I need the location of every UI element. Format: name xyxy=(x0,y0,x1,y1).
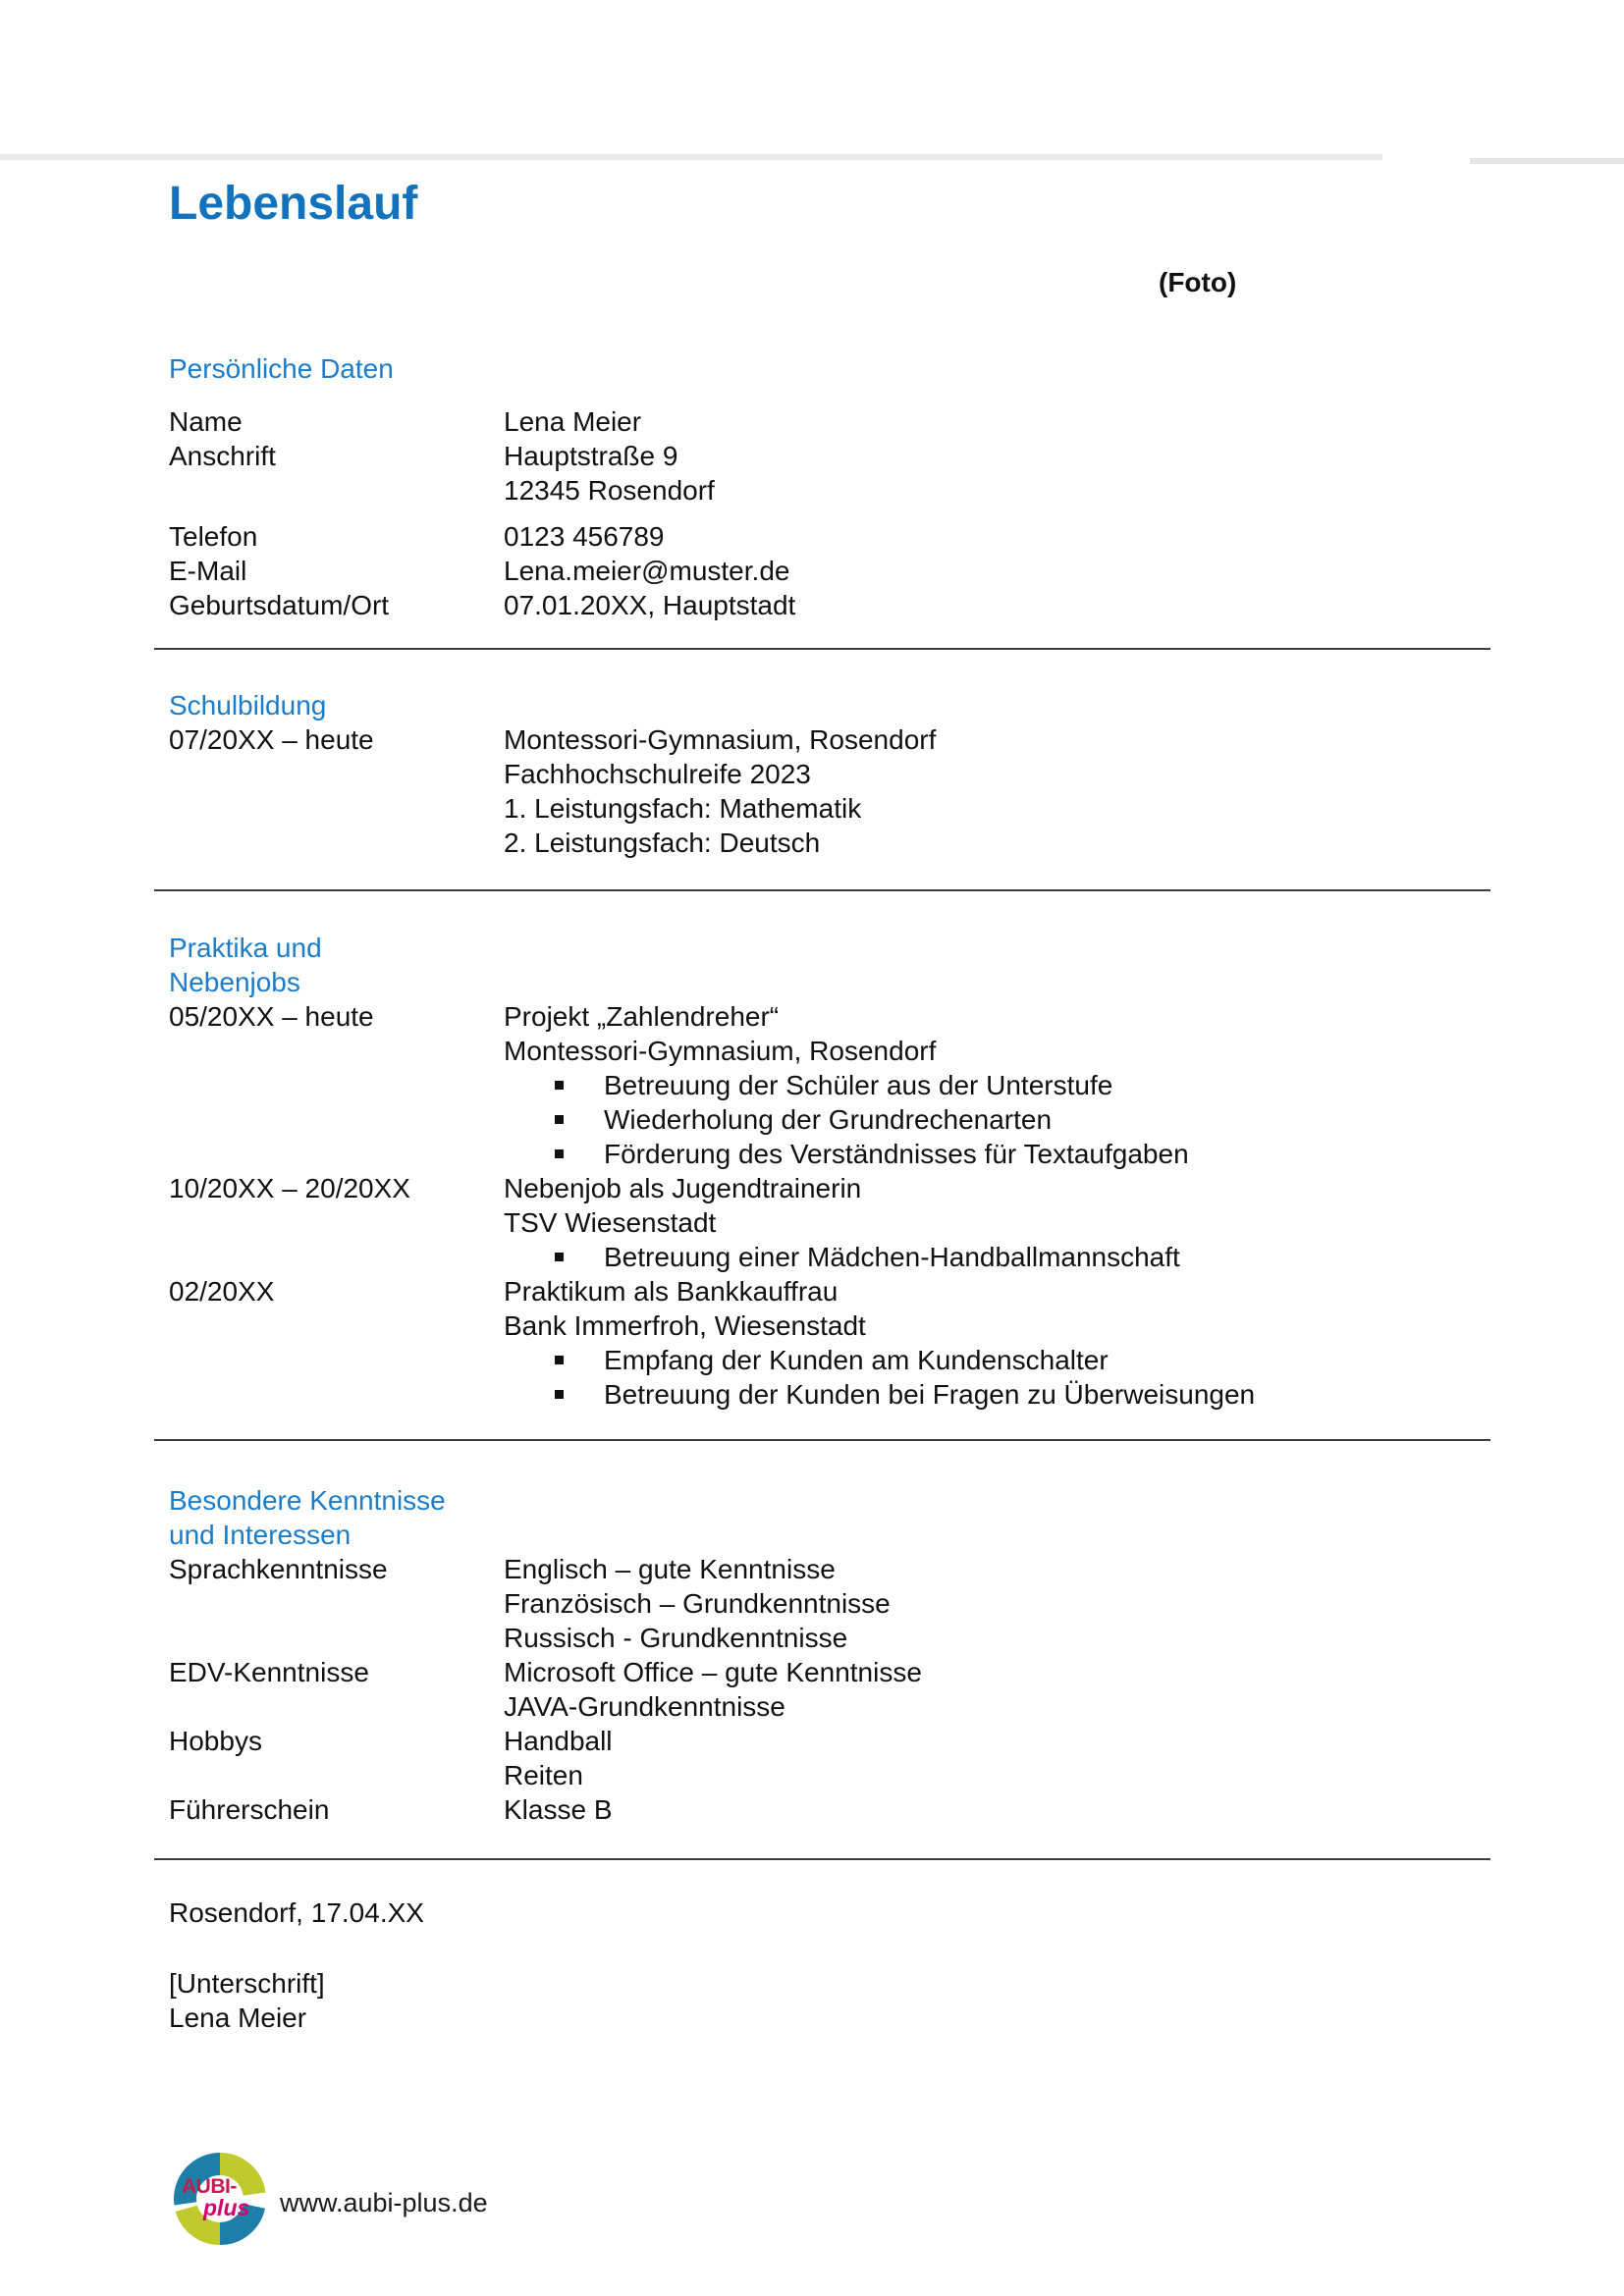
row-value-line: Montessori-Gymnasium, Rosendorf xyxy=(504,724,937,755)
bullet-item xyxy=(169,1377,1514,1412)
bullet-text: Empfang der Kunden am Kundenschalter xyxy=(604,1345,1109,1375)
personal-row-email xyxy=(169,554,1514,588)
row-value-line: Bank Immerfroh, Wiesenstadt xyxy=(504,1310,866,1341)
row-label: Telefon xyxy=(169,521,258,552)
place-date: Rosendorf, 17.04.XX xyxy=(169,1897,424,1928)
row-label: 05/20XX – heute xyxy=(169,1001,374,1032)
section-divider xyxy=(154,1439,1490,1441)
row-value-line: Russisch - Grundkenntnisse xyxy=(504,1623,848,1653)
bullet-item xyxy=(169,1240,1514,1274)
signature-name: Lena Meier xyxy=(169,2002,307,2033)
row-label: Anschrift xyxy=(169,441,276,471)
section-divider xyxy=(154,648,1490,650)
education-row xyxy=(169,722,1514,860)
row-value-line: Projekt „Zahlendreher“ xyxy=(504,1001,780,1032)
row-value-line: TSV Wiesenstadt xyxy=(504,1207,717,1238)
personal-row-birth xyxy=(169,588,1514,622)
row-label: Sprachkenntnisse xyxy=(169,1554,388,1584)
row-value-line: Lena.meier@muster.de xyxy=(504,556,790,586)
personal-row-address xyxy=(169,439,1514,507)
page-top-edge-right xyxy=(1470,158,1624,164)
skills-row-languages xyxy=(169,1552,1514,1655)
bullet-item xyxy=(169,1343,1514,1377)
website-url: www.aubi-plus.de xyxy=(280,2188,488,2217)
bullet-item xyxy=(169,1068,1514,1102)
page-top-edge-left xyxy=(0,154,1382,160)
row-value-line: 07.01.20XX, Hauptstadt xyxy=(504,590,796,620)
section-heading-personal: Persönliche Daten xyxy=(169,353,394,384)
row-label: Hobbys xyxy=(169,1726,262,1756)
row-value-line: Fachhochschulreife 2023 xyxy=(504,759,811,789)
personal-row-phone xyxy=(169,519,1514,554)
section-heading-experience-line2: Nebenjobs xyxy=(169,967,300,997)
experience-entry xyxy=(169,1171,1514,1240)
section-experience xyxy=(169,931,1514,1412)
signature-placeholder: [Unterschrift] xyxy=(169,1968,325,1999)
bullet-square-icon xyxy=(555,1253,564,1261)
row-value-line: 2. Leistungsfach: Deutsch xyxy=(504,828,821,858)
row-value-line: JAVA-Grundkenntnisse xyxy=(504,1691,785,1722)
bullet-text: Förderung des Verständnisses für Textaufgaben xyxy=(604,1139,1189,1169)
bullet-text: Wiederholung der Grundrechenarten xyxy=(604,1104,1053,1135)
logo-text-aubi: AUBI- xyxy=(182,2175,237,2198)
section-education xyxy=(169,688,1514,860)
row-value-line: Praktikum als Bankkauffrau xyxy=(504,1276,839,1307)
row-value-line: Französisch – Grundkenntnisse xyxy=(504,1588,891,1619)
place-date-line xyxy=(169,1896,1514,1930)
section-heading-skills-line1: Besondere Kenntnisse xyxy=(169,1485,446,1516)
row-label: E-Mail xyxy=(169,556,247,586)
skills-row-it xyxy=(169,1655,1514,1724)
bullet-square-icon xyxy=(555,1390,564,1399)
signature-block xyxy=(169,1966,1514,2035)
row-value-line: 12345 Rosendorf xyxy=(504,475,715,506)
experience-entry xyxy=(169,999,1514,1068)
skills-row-license xyxy=(169,1792,1514,1827)
bullet-item xyxy=(169,1137,1514,1171)
aubi-plus-logo xyxy=(173,2152,267,2246)
section-skills xyxy=(169,1483,1514,1827)
row-value-line: Nebenjob als Jugendtrainerin xyxy=(504,1173,862,1203)
row-value-line: 1. Leistungsfach: Mathematik xyxy=(504,793,862,824)
row-label: 10/20XX – 20/20XX xyxy=(169,1173,410,1203)
row-label: Führerschein xyxy=(169,1794,330,1825)
row-value-line: Handball xyxy=(504,1726,613,1756)
section-heading-education: Schulbildung xyxy=(169,690,327,721)
row-value-line: Reiten xyxy=(504,1760,583,1790)
bullet-square-icon xyxy=(555,1149,564,1158)
skills-row-hobbies xyxy=(169,1724,1514,1792)
section-divider xyxy=(154,1858,1490,1860)
photo-placeholder: (Foto) xyxy=(1159,267,1237,297)
row-value-line: Lena Meier xyxy=(504,406,642,437)
personal-row-name xyxy=(169,404,1514,439)
section-divider xyxy=(154,889,1490,891)
section-heading-experience-line1: Praktika und xyxy=(169,933,322,963)
bullet-square-icon xyxy=(555,1356,564,1364)
row-label: 07/20XX – heute xyxy=(169,724,374,755)
bullet-square-icon xyxy=(555,1081,564,1090)
bullet-text: Betreuung der Kunden bei Fragen zu Überweisungen xyxy=(604,1379,1256,1410)
row-label: 02/20XX xyxy=(169,1276,275,1307)
row-label: Name xyxy=(169,406,243,437)
row-value-line: Microsoft Office – gute Kenntnisse xyxy=(504,1657,922,1687)
row-value-line: Klasse B xyxy=(504,1794,613,1825)
logo-text-plus: plus xyxy=(203,2195,250,2220)
section-personal xyxy=(169,351,1514,622)
section-heading-skills-line2: und Interessen xyxy=(169,1520,352,1550)
row-value-line: Hauptstraße 9 xyxy=(504,441,678,471)
bullet-item xyxy=(169,1102,1514,1137)
row-value-line: Montessori-Gymnasium, Rosendorf xyxy=(504,1036,937,1066)
bullet-text: Betreuung einer Mädchen-Handballmannschaft xyxy=(604,1242,1180,1272)
document-title: Lebenslauf xyxy=(169,178,418,230)
row-label: EDV-Kenntnisse xyxy=(169,1657,369,1687)
bullet-text: Betreuung der Schüler aus der Unterstufe xyxy=(604,1070,1113,1100)
row-value-line: 0123 456789 xyxy=(504,521,665,552)
row-label: Geburtsdatum/Ort xyxy=(169,590,390,620)
row-value-line: Englisch – gute Kenntnisse xyxy=(504,1554,836,1584)
experience-entry xyxy=(169,1274,1514,1343)
bullet-square-icon xyxy=(555,1115,564,1124)
